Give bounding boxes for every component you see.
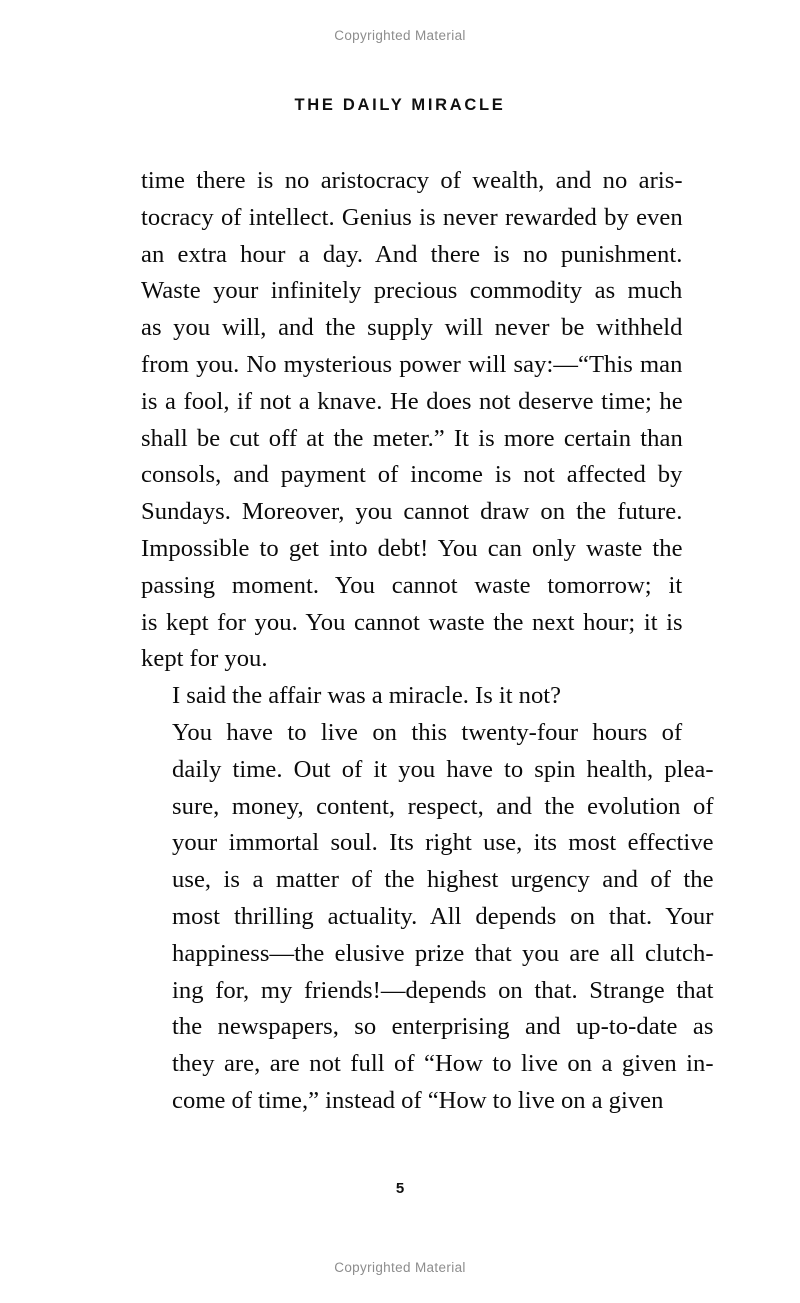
paragraph-miracle <box>141 678 680 715</box>
text-line: is kept for you. You cannot waste the next hour; it is <box>141 608 683 636</box>
text-line: daily time. Out of it you have to spin health, plea- <box>172 755 714 783</box>
text-line: You have to live on this twenty-four hours of <box>172 718 683 746</box>
text-line: from you. No mysterious power will say:—“This man <box>141 350 683 378</box>
text-line: Sundays. Moreover, you cannot draw on the future. <box>141 498 683 526</box>
text-line: kept for you. <box>141 645 268 673</box>
text-line: as you will, and the supply will never be withheld <box>141 314 683 342</box>
text-line: I said the affair was a miracle. Is it not? <box>172 682 562 710</box>
text-line: come of time,” instead of “How to live on a given <box>172 1086 664 1114</box>
body-text-block <box>141 163 714 1120</box>
text-line: most thrilling actuality. All depends on that. Your <box>172 902 714 930</box>
text-line: they are, are not full of “How to live on a given in- <box>172 1050 714 1078</box>
text-line: happiness—the elusive prize that you are all clutch- <box>172 939 714 967</box>
text-line: ing for, my friends!—depends on that. Strange that <box>172 976 714 1004</box>
text-line: is a fool, if not a knave. He does not deserve time; he <box>141 387 683 415</box>
text-line: tocracy of intellect. Genius is never rewarded by even <box>141 203 683 231</box>
text-line: sure, money, content, respect, and the evolution of <box>172 792 714 820</box>
text-line: Impossible to get into debt! You can only waste the <box>141 534 683 562</box>
copyright-watermark-bottom: Copyrighted Material <box>334 1260 466 1275</box>
text-line: consols, and payment of income is not affected by <box>141 461 683 489</box>
text-line: passing moment. You cannot waste tomorrow; it <box>141 571 683 599</box>
text-line: time there is no aristocracy of wealth, and no aris- <box>141 167 683 194</box>
paragraph-twenty-four-hours <box>141 715 714 1120</box>
running-head-title: THE DAILY MIRACLE <box>294 96 506 114</box>
text-line: shall be cut off at the meter.” It is more certain than <box>141 424 683 452</box>
text-line: the newspapers, so enterprising and up-to-date as <box>172 1013 714 1041</box>
text-line: Waste your infinitely precious commodity as much <box>141 277 683 305</box>
text-line: your immortal soul. Its right use, its most effective <box>172 829 714 857</box>
text-line: an extra hour a day. And there is no punishment. <box>141 240 683 268</box>
page-number: 5 <box>395 1180 405 1197</box>
copyright-watermark-top: Copyrighted Material <box>334 28 466 43</box>
text-line: use, is a matter of the highest urgency and of the <box>172 866 714 894</box>
paragraph-continuation <box>141 163 683 678</box>
